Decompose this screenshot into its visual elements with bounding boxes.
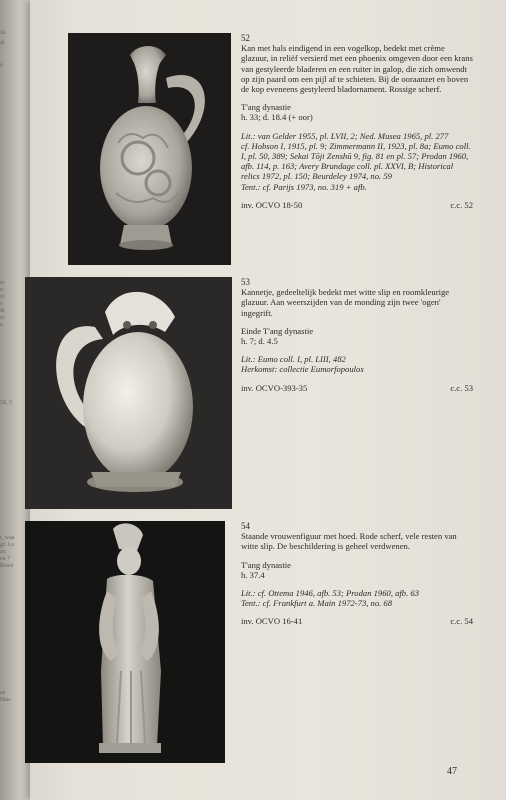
entry-cc: c.c. 54 bbox=[450, 616, 473, 627]
catalogue-entry-53 bbox=[241, 277, 473, 394]
catalogue-entry-54 bbox=[241, 521, 473, 627]
entry-number: 53 bbox=[241, 277, 250, 287]
ewer-phoenix-image bbox=[68, 33, 231, 265]
entry-inventory: inv. OCVO 16-41 bbox=[241, 616, 303, 627]
entry-exhibition: Tent.: cf. Frankfurt a. Main 1972-73, no. 68 bbox=[241, 598, 393, 609]
entry-dynasty: T'ang dynastie bbox=[241, 102, 291, 113]
left-page-text-fragment: a bbox=[0, 62, 3, 68]
entry-literature: Lit.: van Gelder 1955, pl. LVII, 2; Ned. Musea 1965, pl. 277 bbox=[241, 130, 449, 141]
entry-description: Kannetje, gedeeltelijk bedekt met witte slip en roomkleurige glazuur. Aan weerszijden van de monding zijn twee 'ogen' ingegrift. bbox=[241, 287, 450, 318]
left-page-text-fragment: ae Mus bbox=[0, 690, 11, 703]
entry-literature: Lit.: cf. Ottema 1946, afb. 53; Prodan 1960, afb. 63 bbox=[241, 588, 419, 599]
entry-description: Staande vrouwenfiguur met hoed. Rode scherf, vele resten van witte slip. De beschildering is geheel verdwenen. bbox=[241, 531, 457, 552]
photo-jug-53 bbox=[25, 277, 232, 509]
left-page-text-fragment: 58, 5 bbox=[0, 400, 12, 406]
entry-inventory: inv. OCVO-393-35 bbox=[241, 382, 308, 393]
catalogue-entry-52 bbox=[241, 33, 473, 211]
entry-dynasty: Einde T'ang dynastie bbox=[241, 325, 314, 336]
left-page-text-fragment: ok bbox=[0, 30, 6, 36]
entry-exhibition: Tent.: cf. Parijs 1973, no. 319 + afb. bbox=[241, 181, 367, 192]
entry-cc: c.c. 52 bbox=[450, 199, 473, 210]
entry-dimensions: h. 37.4 bbox=[241, 569, 265, 580]
entry-inventory-row bbox=[241, 616, 473, 627]
entry-dimensions: h. 33; d. 18.4 (+ oor) bbox=[241, 112, 313, 123]
photo-ewer-52 bbox=[68, 33, 231, 265]
entry-inventory: inv. OCVO 18-50 bbox=[241, 199, 303, 210]
left-page-text-fragment: al bbox=[0, 40, 5, 46]
page-number: 47 bbox=[447, 766, 457, 777]
entry-description: Kan met hals eindigend in een vogelkop, bedekt met crème glazuur, in reliëf versierd met een phoenix omgeven door een krans van gestyleerde bladeren en een ruiter in galop, die zich omwendt op zijn paard om een pijl af te schieten. Bij de oorаanzet en boven de kop eveneens gestyleerd bladornament. Rossige scherf. bbox=[241, 43, 473, 95]
entry-dynasty: T'ang dynastie bbox=[241, 559, 291, 570]
entry-dimensions: h. 7; d. 4.5 bbox=[241, 336, 278, 347]
female-figure-image bbox=[25, 521, 225, 763]
entry-literature: Lit.: Eumo coll. I, pl. LIII, 482 bbox=[241, 354, 346, 365]
entry-cc: c.c. 53 bbox=[450, 382, 473, 393]
entry-inventory-row bbox=[241, 383, 473, 394]
entry-number: 52 bbox=[241, 33, 250, 43]
entry-provenance: Herkomst: collectie Eumorfopoulos bbox=[241, 364, 364, 375]
photo-figure-54 bbox=[25, 521, 225, 763]
entry-number: 54 bbox=[241, 521, 250, 531]
jug-image bbox=[25, 277, 232, 509]
left-page-text-fragment: re ri zi o di zi a bbox=[0, 280, 5, 328]
entry-inventory-row bbox=[241, 200, 473, 211]
entry-comparisons: cf. Hobson I, 1915, pl. 9; Zimmermann II, 1923, pl. 8a; Eumo coll. I, pl. 50, 389; Sekai Tōji Zenshū 9, fig. 81 en pl. 57; Prodan 1960, afb. 114, p. 163; Avery Brundage coll. pl. XXVI, B; Historical relics 1972, pl. 150; Beurdeley 1974, no. 59 bbox=[241, 140, 471, 182]
left-page-text-fragment: t, waa gt: Lo ze. en 7 Rossi bbox=[0, 535, 15, 569]
